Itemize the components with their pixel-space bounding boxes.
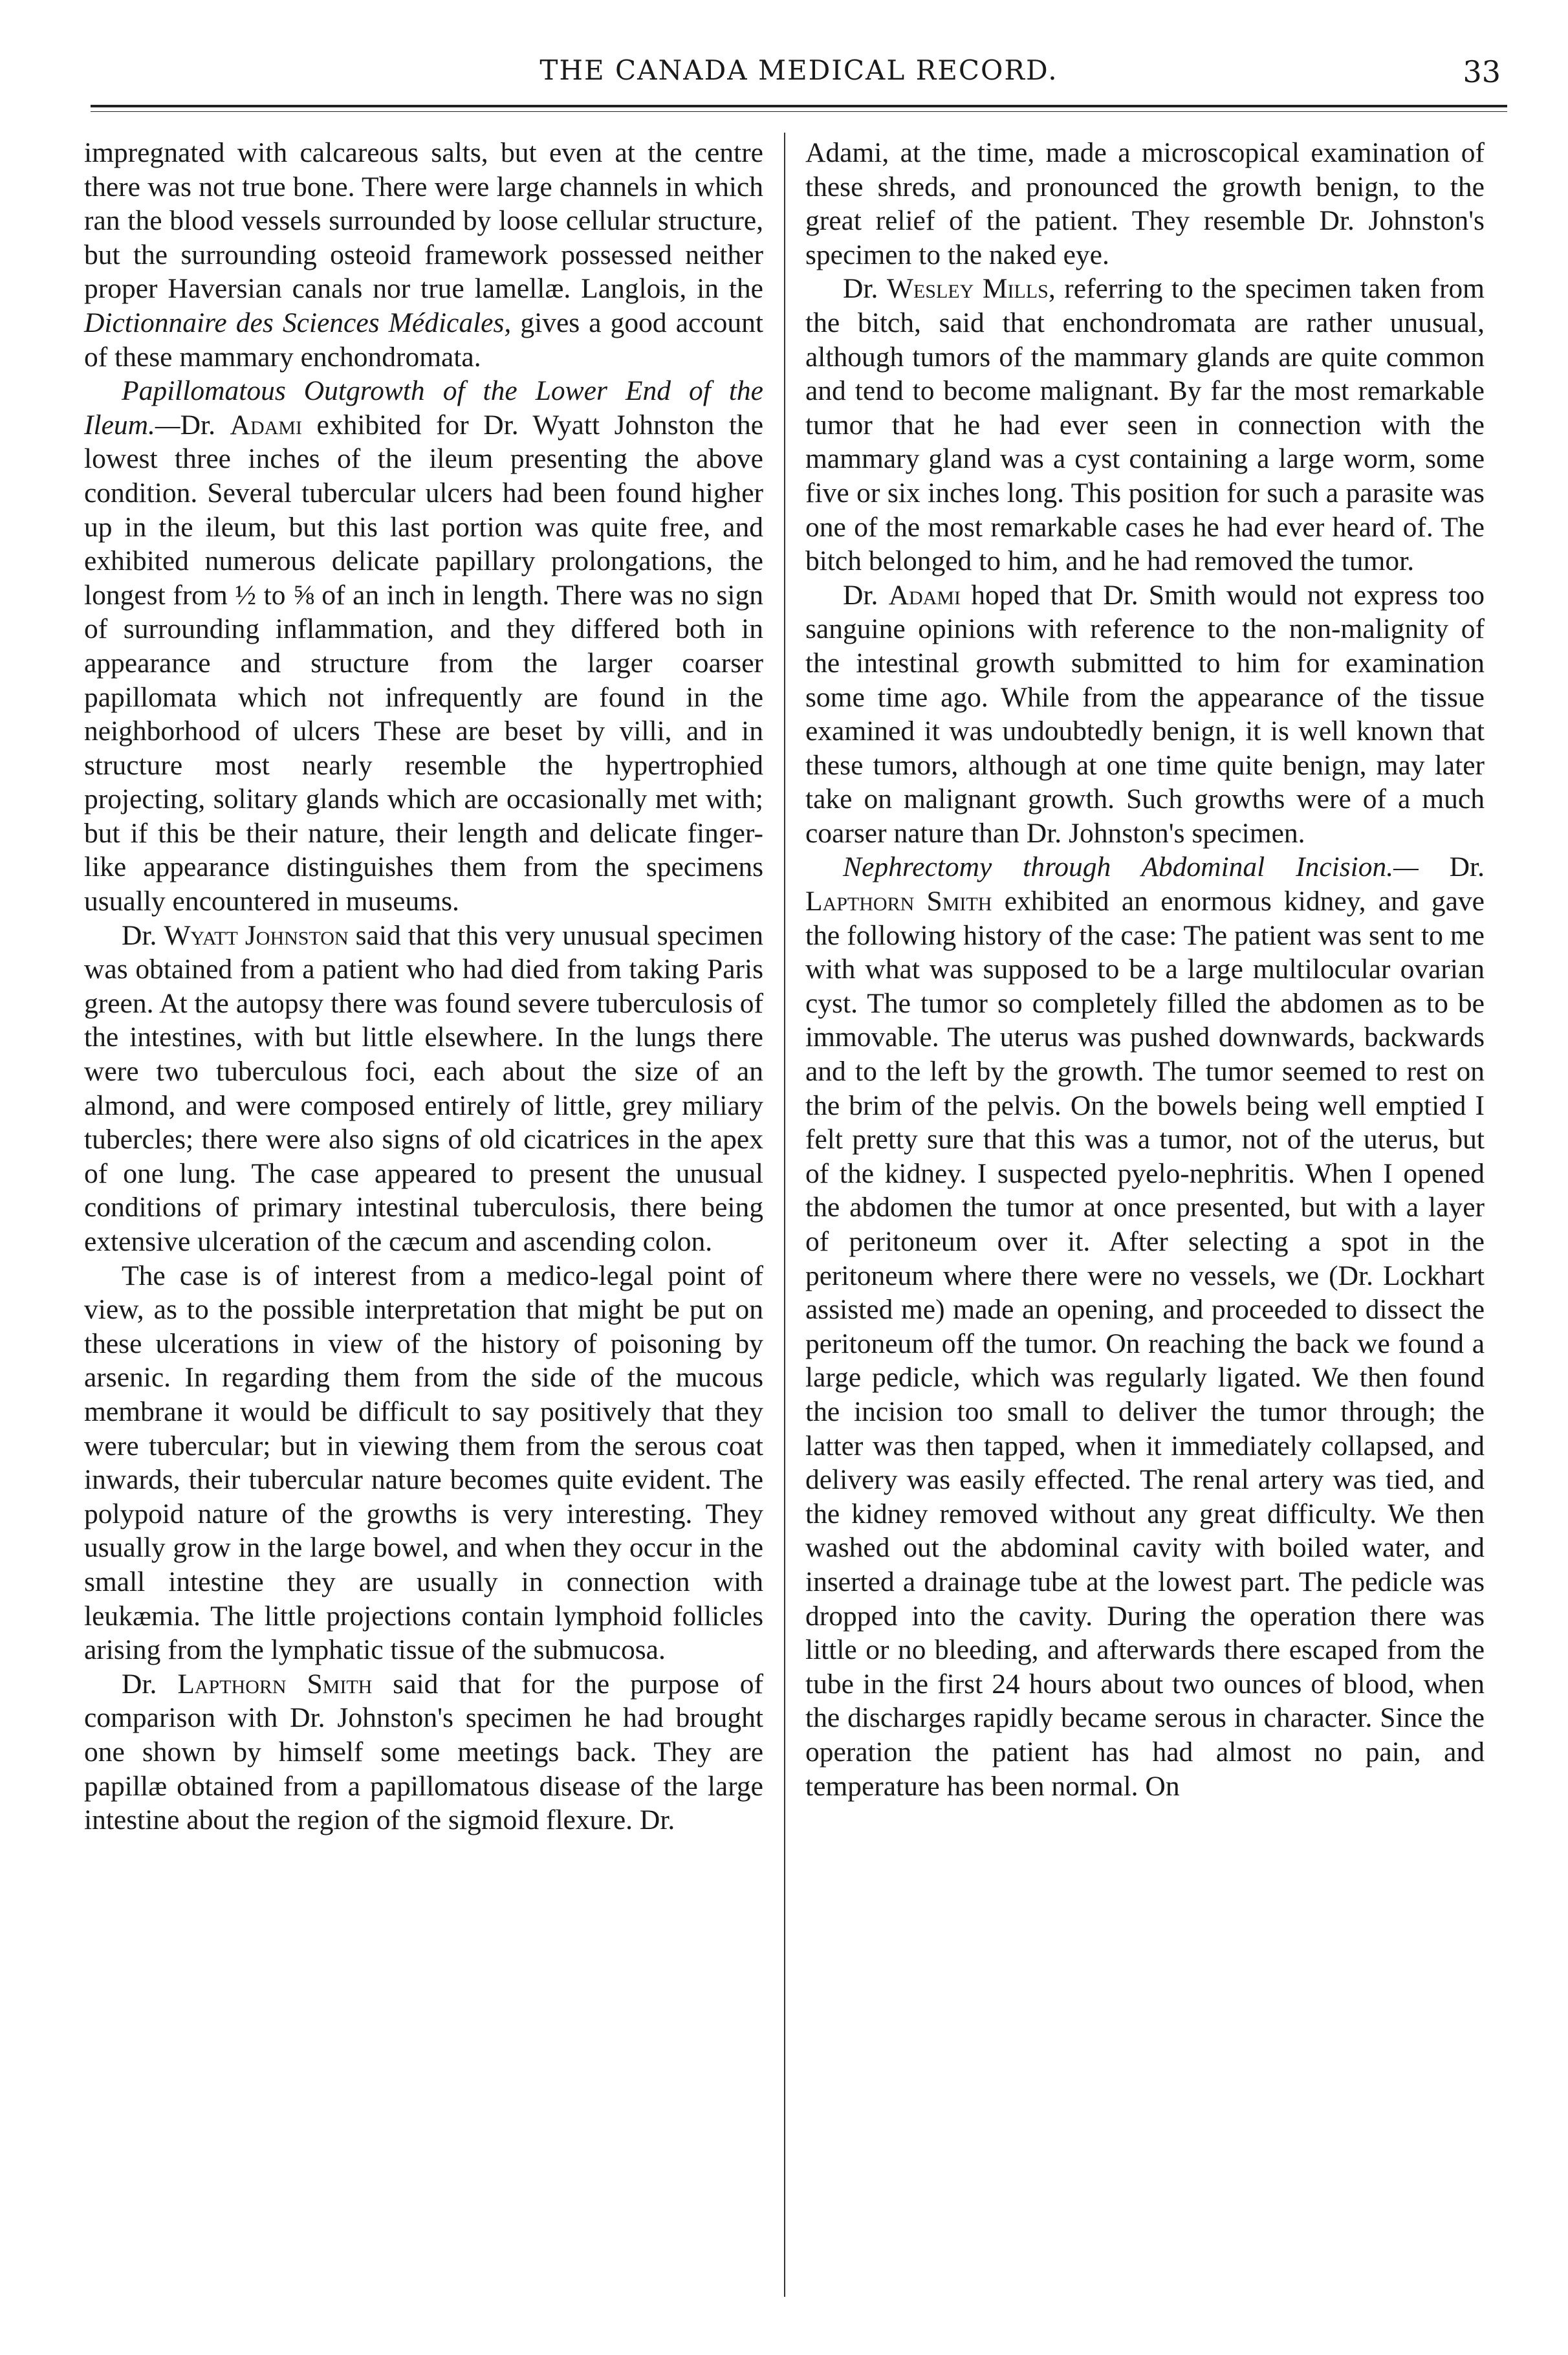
- page-number: 33: [1463, 54, 1501, 89]
- speaker-name: Adami: [230, 409, 302, 441]
- paragraph-medico-legal: [84, 1259, 763, 1667]
- paragraph-text: said that this very unusual specimen was obtained from a patient who had died from taking Paris green. At the autopsy there was found severe tuberculosis of the intestines, with but little elsewhere. In the lungs there were two tuberculous foci, each about the size of an almond, and were composed entirely of little, grey miliary tubercles; there were also signs of old cicatrices in the apex of one lung. The case appeared to present the unusual conditions of primary intestinal tuberculosis, there being extensive ulceration of the cæcum and ascending colon.: [84, 919, 764, 1257]
- paragraph-text: exhibited an enormous kidney, and gave the following history of the case: The patient was sent to me with what was supposed to be a large multilocular ovarian cyst. The tumor so completely filled the abdomen as to be immovable. The uterus was pushed downwards, backwards and to the left by the growth. The tumor seemed to rest on the brim of the pelvis. On the bowels being well emptied I felt pretty sure that this was a tumor, not of the uterus, but of the kidney. I suspected pyelo-nephritis. When I opened the abdomen the tumor at once presented, but with a layer of peritoneum over it. After selecting a spot in the peritoneum where there were no vessels, we (Dr. Lockhart assisted me) made an opening, and proceeded to dissect the peritoneum off the tumor. On reaching the back we found a large pedicle, which was regularly ligated. We then found the incision too small to deliver the tumor through; the latter was then tapped, when it immediately collapsed, and delivery was easily effected. The renal artery was tied, and the kidney removed without any great difficulty. We then washed out the abdominal cavity with boiled water, and inserted a drainage tube at the lowest part. The pedicle was dropped into the cavity. During the operation there was little or no bleeding, and afterwards there escaped from the tube in the first 24 hours about two ounces of blood, when the discharges rapidly became serous in character. Since the operation the patient has had almost no pain, and temperature has been normal. On: [805, 886, 1485, 1802]
- column-divider: [784, 133, 785, 2297]
- speaker-name: Adami: [888, 579, 961, 611]
- speaker-name: Lapthorn Smith: [805, 886, 992, 917]
- speaker-name: Wesley Mills,: [886, 273, 1056, 305]
- page-header: [91, 45, 1507, 116]
- paragraph-enchondromata-continued: [84, 136, 763, 374]
- paragraph-nephrectomy: [805, 850, 1485, 1803]
- title-abbrev: Dr.: [122, 1668, 157, 1700]
- paragraph-papillomatous-outgrowth: [84, 374, 763, 919]
- section-heading: Nephrectomy through Abdominal Incision.—: [843, 851, 1419, 883]
- header-rule-thick: [91, 105, 1507, 107]
- paragraph-adami-caution: [805, 578, 1485, 851]
- paragraph-text: gives a good account of these mammary enchondromata.: [84, 307, 763, 373]
- speaker-name: Wyatt Johnston: [164, 919, 349, 951]
- paragraph-text: hoped that Dr. Smith would not express too sanguine opinions with reference to the non-malignity of the intestinal growth submitted to him for examination some time ago. While from the appearance of the tissue examined it was undoubtedly benign, it is well known that these tumors, although at one time quite benign, may later take on malignant growth. Such growths were of a much coarser nature than Dr. Johnston's specimen.: [805, 579, 1485, 849]
- left-column: [84, 136, 763, 1837]
- speaker-name: Lapthorn Smith: [177, 1668, 373, 1700]
- paragraph-text: Adami, at the time, made a microscopical examination of these shreds, and pronounced the growth benign, to the great relief of the patient. They resemble Dr. Johnston's specimen to the naked eye.: [805, 137, 1485, 270]
- running-title: THE CANADA MEDICAL RECORD.: [539, 54, 1058, 86]
- paragraph-wyatt-johnston: [84, 919, 763, 1259]
- section-heading: Papillomatous Outgrowth of the Lower End of the Ileum.—: [84, 375, 763, 441]
- paragraph-text: said that for the purpose of comparison with Dr. Johnston's specimen he had brought one shown by himself some meetings back. They are papillæ obtained from a papillomatous disease of the large intestine about the region of the sigmoid flexure. Dr.: [84, 1668, 764, 1836]
- paragraph-text: impregnated with calcareous salts, but even at the centre there was not true bone. There were large channels in which ran the blood vessels surrounded by loose cellular structure, but the surrounding osteoid framework possessed neither proper Haversian canals nor true lamellæ. Langlois, in the: [84, 137, 763, 305]
- paragraph-text: exhibited for Dr. Wyatt Johnston the lowest three inches of the ileum presenting the above condition. Several tubercular ulcers had been found higher up in the ileum, but this last portion was quite free, and exhibited numerous delicate papillary prolongations, the longest from ½ to ⅝ of an inch in length. There was no sign of surrounding inflammation, and they differed both in appearance and structure from the larger coarser papillomata which not infrequently are found in the neighborhood of ulcers These are beset by villi, and in structure most nearly resemble the hypertrophied projecting, solitary glands which are occasionally met with; but if this be their nature, their length and delicate finger-like appearance distinguishes them from the specimens usually encountered in museums.: [84, 409, 764, 917]
- right-column: [805, 136, 1485, 1803]
- title-abbrev: Dr.: [122, 919, 157, 951]
- reference-title: Dictionnaire des Sciences Médicales,: [84, 307, 512, 338]
- paragraph-text: The case is of interest from a medico-legal point of view, as to the possible interpretation that might be put on these ulcerations in view of the history of poisoning by arsenic. In regarding them from the side of the mucous membrane it would be difficult to say positively that they were tubercular; but in viewing them from the serous coat inwards, their tubercular nature becomes quite evident. The polypoid nature of the growths is very interesting. They usually grow in the large bowel, and when they occur in the small intestine they are usually in connection with leukæmia. The little projections contain lymphoid follicles arising from the lymphatic tissue of the submucosa.: [84, 1260, 763, 1666]
- title-abbrev: Dr.: [843, 579, 878, 611]
- header-rule-thin: [91, 111, 1507, 112]
- title-abbrev: Dr.: [180, 409, 215, 441]
- paragraph-text: referring to the specimen taken from the bitch, said that enchondromata are rather unusual, although tumors of the mammary glands are quite common and tend to become malignant. By far the most remarkable tumor that he had ever seen in connection with the mammary gland was a cyst containing a large worm, some five or six inches long. This position for such a parasite was one of the most remarkable cases he had ever heard of. The bitch belonged to him, and he had removed the tumor.: [805, 273, 1485, 577]
- paragraph-adami-examination: [805, 136, 1485, 272]
- paragraph-lapthorn-smith-comparison: [84, 1667, 763, 1837]
- title-abbrev: Dr.: [843, 273, 878, 305]
- paragraph-wesley-mills: [805, 272, 1485, 578]
- title-abbrev: Dr.: [1449, 851, 1485, 883]
